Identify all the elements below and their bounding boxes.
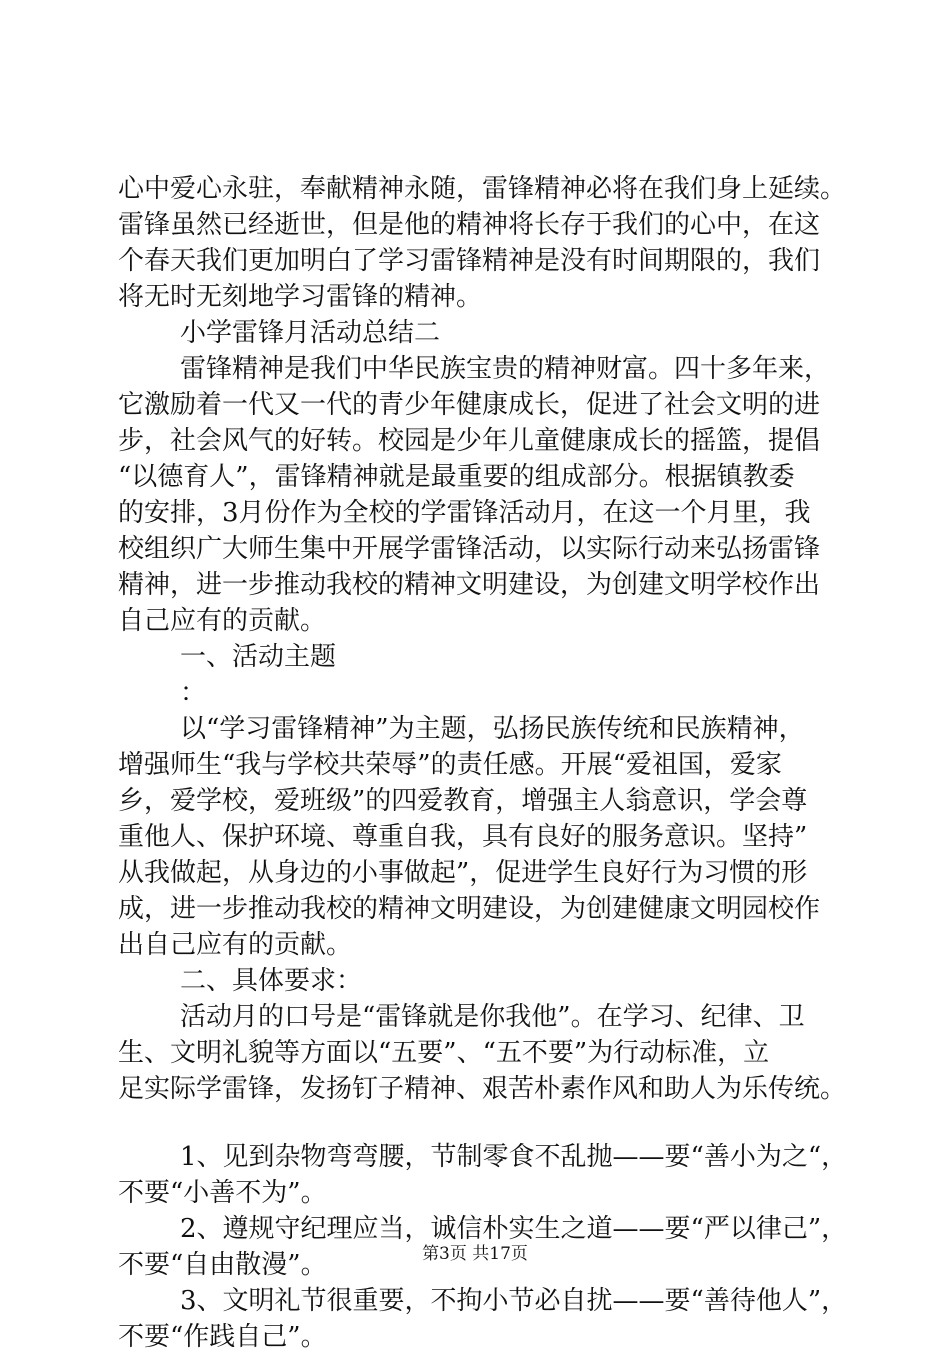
list-item: 2、遵规守纪理应当，诚信朴实生之道——要“严以律己”， <box>180 1214 848 1244</box>
blank-line <box>118 1107 830 1139</box>
text-line: 不要“作践自己”。 <box>118 1322 327 1352</box>
text-line: 生、文明礼貌等方面以“五要”、“五不要”为行动标准，立 <box>118 1038 770 1068</box>
text-line: 足实际学雷锋，发扬钉子精神、艰苦朴素作风和助人为乐传统。 <box>118 1074 847 1104</box>
text-line: 增强师生“我与学校共荣辱”的责任感。开展“爱祖国，爱家 <box>118 750 782 780</box>
text-line: ： <box>180 678 207 708</box>
text-line: 个春天我们更加明白了学习雷锋精神是没有时间期限的，我们 <box>118 246 821 276</box>
text-line: 以“学习雷锋精神”为主题，弘扬民族传统和民族精神， <box>180 714 805 744</box>
section-heading: 一、活动主题 <box>180 642 337 672</box>
text-line: 不要“自由散漫”。 <box>118 1250 327 1280</box>
text-line: 从我做起，从身边的小事做起”，促进学生良好行为习惯的形 <box>118 858 808 888</box>
text-line: 乡，爱学校，爱班级”的四爱教育，增强主人翁意识，学会尊 <box>118 786 808 816</box>
text-line: 雷锋虽然已经逝世，但是他的精神将长存于我们的心中，在这 <box>118 210 821 240</box>
page-footer <box>0 1243 950 1265</box>
text-line: 出自己应有的贡献。 <box>118 930 353 960</box>
text-line: 重他人、保护环境、尊重自我，具有良好的服务意识。坚持” <box>118 822 808 852</box>
document-body <box>118 171 848 1355</box>
text-line: 自己应有的贡献。 <box>118 606 327 636</box>
text-line: 心中爱心永驻，奉献精神永随，雷锋精神必将在我们身上延续。 <box>118 174 847 204</box>
text-line: 成，进一步推动我校的精神文明建设，为创建健康文明园校作 <box>118 894 821 924</box>
text-line: 活动月的口号是“雷锋就是你我他”。在学习、纪律、卫 <box>180 1002 805 1032</box>
text-line: 精神，进一步推动我校的精神文明建设，为创建文明学校作出 <box>118 570 821 600</box>
text-line: 的安排，3月份作为全校的学雷锋活动月，在这一个月里，我 <box>118 498 811 528</box>
text-line: “以德育人”，雷锋精神就是最重要的组成部分。根据镇教委 <box>118 462 795 492</box>
page-number: 第3页 共17页 <box>422 1244 528 1264</box>
list-item: 3、文明礼节很重要，不拘小节必自扰——要“善待他人”， <box>180 1286 848 1316</box>
text-line: 步，社会风气的好转。校园是少年儿童健康成长的摇篮，提倡 <box>118 426 821 456</box>
text-line: 雷锋精神是我们中华民族宝贵的精神财富。四十多年来， <box>180 354 831 384</box>
text-line: 校组织广大师生集中开展学雷锋活动，以实际行动来弘扬雷锋 <box>118 534 821 564</box>
text-line: 将无时无刻地学习雷锋的精神。 <box>118 282 483 312</box>
text-line: 不要“小善不为”。 <box>118 1178 327 1208</box>
text-line: 它激励着一代又一代的青少年健康成长，促进了社会文明的进 <box>118 390 821 420</box>
section-heading: 二、具体要求： <box>180 966 363 996</box>
list-item: 1、见到杂物弯弯腰，节制零食不乱抛——要“善小为之“， <box>180 1142 848 1172</box>
section-heading: 小学雷锋月活动总结二 <box>180 318 441 348</box>
